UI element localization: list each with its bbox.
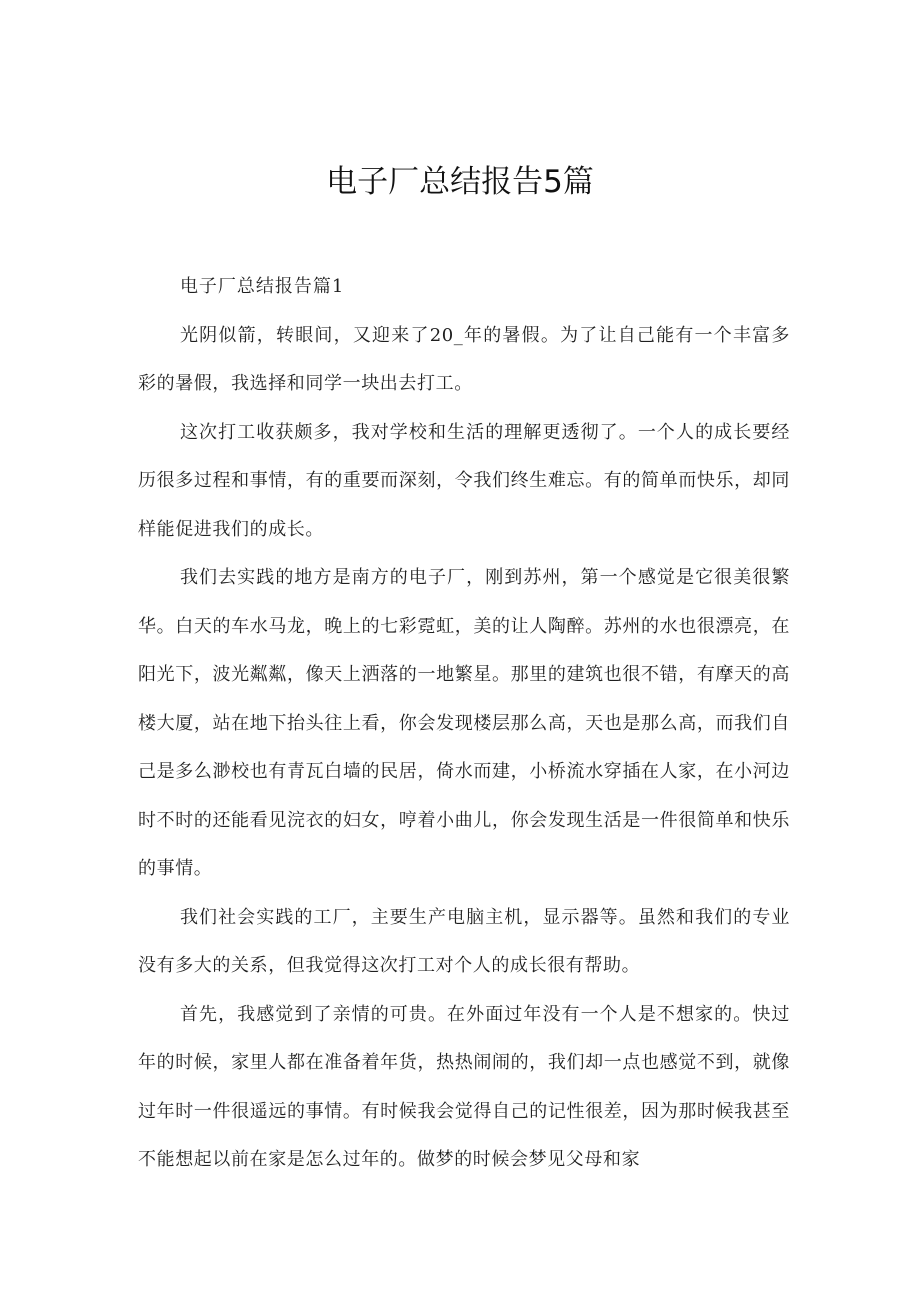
paragraph-2: 这次打工收获颇多，我对学校和生活的理解更透彻了。一个人的成长要经历很多过程和事情，有的重要而深刻，令我们终生难忘。有的简单而快乐，却同样能促进我们的成长。 xyxy=(138,421,790,540)
section-heading: 电子厂总结报告篇1 xyxy=(179,276,345,297)
paragraph-4: 我们社会实践的工厂，主要生产电脑主机，显示器等。虽然和我们的专业没有多大的关系，但我觉得这次打工对个人的成长很有帮助。 xyxy=(138,906,790,976)
document-title: 电子厂总结报告5篇 xyxy=(326,164,594,200)
paragraph-1: 光阴似箭，转眼间，又迎来了20_年的暑假。为了让自己能有一个丰富多彩的暑假，我选择和同学一块出去打工。 xyxy=(138,324,790,394)
document-body xyxy=(138,263,790,1185)
paragraph-5: 首先，我感觉到了亲情的可贵。在外面过年没有一个人是不想家的。快过年的时候，家里人都在准备着年货，热热闹闹的，我们却一点也感觉不到，就像过年时一件很遥远的事情。有时候我会觉得自己的记性很差，因为那时候我甚至不能想起以前在家是怎么过年的。做梦的时候会梦见父母和家 xyxy=(138,1003,790,1170)
paragraph-3: 我们去实践的地方是南方的电子厂，刚到苏州，第一个感觉是它很美很繁华。白天的车水马龙，晚上的七彩霓虹，美的让人陶醉。苏州的水也很漂亮，在阳光下，波光粼粼，像天上洒落的一地繁星。那里的建筑也很不错，有摩天的高楼大厦，站在地下抬头往上看，你会发现楼层那么高，天也是那么高，而我们自己是多么渺校也有青瓦白墙的民居，倚水而建，小桥流水穿插在人家，在小河边时不时的还能看见浣衣的妇女，哼着小曲儿，你会发现生活是一件很简单和快乐的事情。 xyxy=(138,567,790,879)
